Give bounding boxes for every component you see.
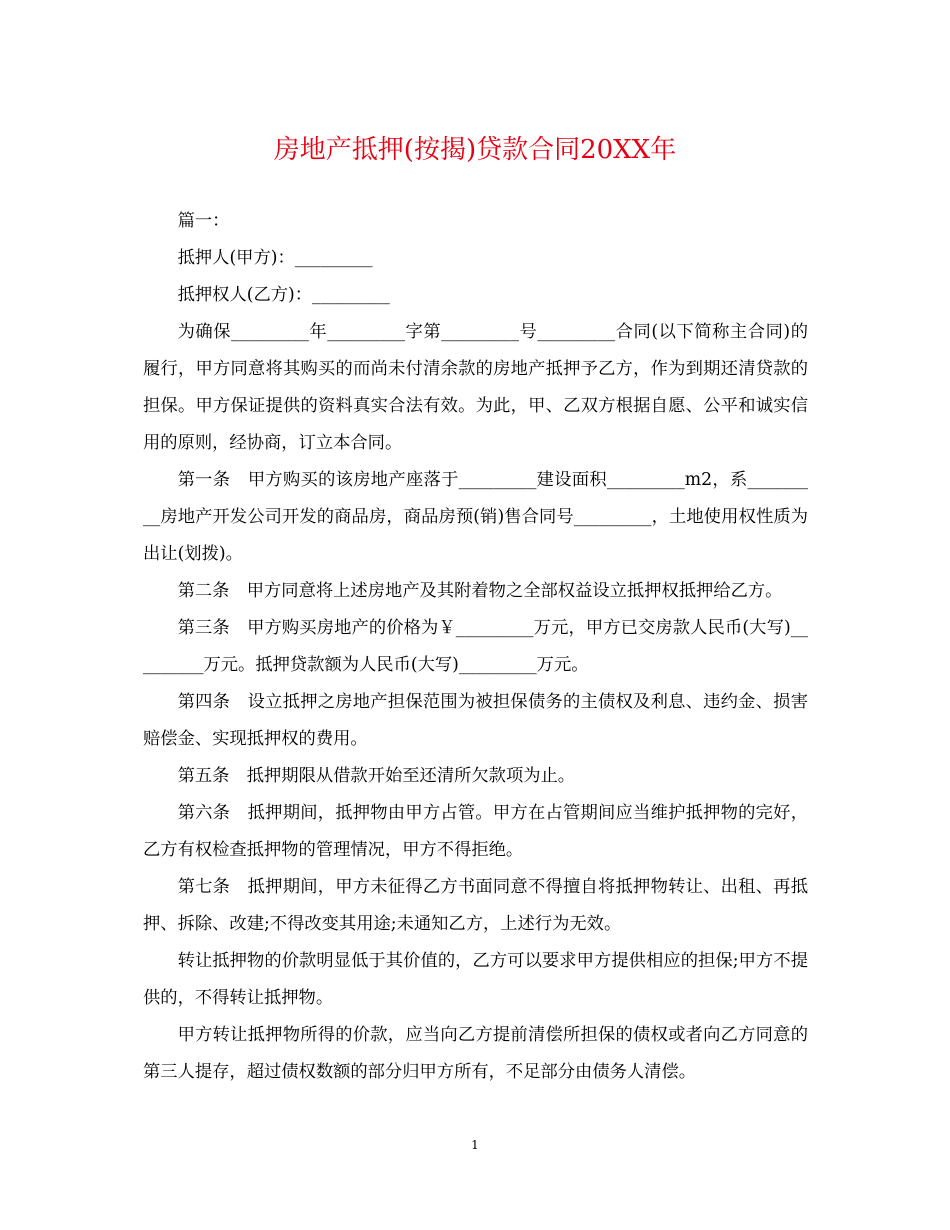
document-title: 房地产抵押(按揭)贷款合同20XX年: [273, 135, 677, 165]
preamble-paragraph: 为确保_________年_________字第_________号_________合同(以下简称主合同)的履行，甲方同意将其购买的而尚未付清余款的房地产抵押予乙方，作为到期还清贷款的担保。甲方保证提供的资料真实合法有效。为此，甲、乙双方根据自愿、公平和诚实信用的原则，经协商，订立本合同。: [143, 322, 808, 453]
transfer-proceeds-paragraph: 甲方转让抵押物所得的价款，应当向乙方提前清偿所担保的债权或者向乙方同意的第三人提存，超过债权数额的部分归甲方所有，不足部分由债务人清偿。: [143, 1025, 808, 1082]
article-5: 第五条 抵押期限从借款开始至还清所欠款项为止。: [177, 766, 576, 786]
section-label: 篇一：: [177, 211, 230, 231]
document-body: [143, 203, 808, 1091]
article-1: 第一条 甲方购买的该房地产座落于_________建设面积_________m2，系_________房地产开发公司开发的商品房，商品房预(销)售合同号_________，土地使用权性质为出让(划拨)。: [143, 470, 808, 564]
article-7: 第七条 抵押期间，甲方未征得乙方书面同意不得擅自将抵押物转让、出租、再抵押、拆除、改建;不得改变其用途;未通知乙方，上述行为无效。: [143, 877, 808, 934]
article-4: 第四条 设立抵押之房地产担保范围为被担保债务的主债权及利息、违约金、损害赔偿金、实现抵押权的费用。: [143, 692, 808, 749]
mortgagee-line: 抵押权人(乙方)：_________: [177, 285, 390, 305]
article-3: 第三条 甲方购买房地产的价格为￥_________万元，甲方已交房款人民币(大写)_________万元。抵押贷款额为人民币(大写)_________万元。: [143, 618, 808, 675]
article-2: 第二条 甲方同意将上述房地产及其附着物之全部权益设立抵押权抵押给乙方。: [177, 581, 783, 601]
mortgagor-line: 抵押人(甲方)：_________: [177, 248, 373, 268]
article-6: 第六条 抵押期间，抵押物由甲方占管。甲方在占管期间应当维护抵押物的完好，乙方有权检查抵押物的管理情况，甲方不得拒绝。: [143, 803, 808, 860]
page-number: 1: [471, 1138, 479, 1152]
transfer-price-paragraph: 转让抵押物的价款明显低于其价值的，乙方可以要求甲方提供相应的担保;甲方不提供的，不得转让抵押物。: [143, 951, 808, 1008]
